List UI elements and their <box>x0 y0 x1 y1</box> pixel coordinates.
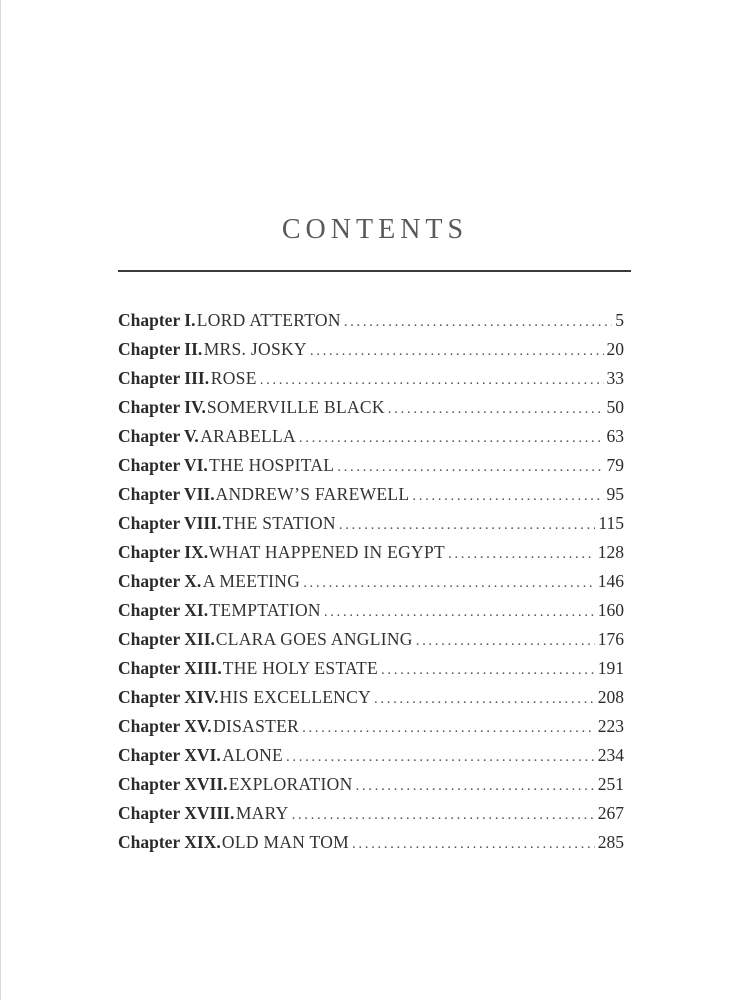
dot-leader <box>448 546 595 563</box>
dot-leader <box>324 604 595 621</box>
chapter-title: THE STATION <box>222 513 336 533</box>
chapter-number: Chapter X. <box>118 571 202 591</box>
toc-entry[interactable] <box>118 339 624 368</box>
dot-leader <box>337 459 603 476</box>
chapter-title: ALONE <box>222 745 284 765</box>
toc-entry[interactable] <box>118 542 624 571</box>
chapter-title: ARABELLA <box>200 426 296 446</box>
toc-entry[interactable] <box>118 368 624 397</box>
dot-leader <box>416 633 595 650</box>
toc-entry[interactable] <box>118 600 624 629</box>
chapter-title: LORD ATTERTON <box>196 310 341 330</box>
toc-entry[interactable] <box>118 397 624 426</box>
dot-leader <box>303 575 595 592</box>
chapter-number: Chapter XIII. <box>118 658 222 678</box>
chapter-title: OLD MAN TOM <box>221 832 350 852</box>
toc-entry[interactable] <box>118 687 624 716</box>
dot-leader <box>352 836 595 853</box>
chapter-title: ANDREW’S FAREWELL <box>215 484 410 504</box>
chapter-number: Chapter XI. <box>118 600 209 620</box>
chapter-title: TEMPTATION <box>209 600 321 620</box>
table-of-contents <box>118 310 624 861</box>
dot-leader <box>344 314 612 331</box>
chapter-title: THE HOLY ESTATE <box>222 658 379 678</box>
page-number: 160 <box>597 600 624 620</box>
toc-entry[interactable] <box>118 310 624 339</box>
chapter-number: Chapter XVII. <box>118 774 228 794</box>
chapter-number: Chapter XII. <box>118 629 215 649</box>
chapter-number: Chapter I. <box>118 310 196 330</box>
dot-leader <box>292 807 595 824</box>
page-number: 128 <box>597 542 624 562</box>
page-number: 50 <box>606 397 624 417</box>
toc-entry[interactable] <box>118 832 624 861</box>
chapter-number: Chapter IX. <box>118 542 209 562</box>
chapter-number: Chapter XVI. <box>118 745 221 765</box>
toc-entry[interactable] <box>118 629 624 658</box>
chapter-title: ROSE <box>210 368 257 388</box>
dot-leader <box>286 749 595 766</box>
chapter-title: MRS. JOSKY <box>203 339 307 359</box>
chapter-title: A MEETING <box>202 571 301 591</box>
page-number: 146 <box>597 571 624 591</box>
chapter-title: CLARA GOES ANGLING <box>215 629 413 649</box>
toc-entry[interactable] <box>118 716 624 745</box>
dot-leader <box>339 517 596 534</box>
chapter-number: Chapter XIV. <box>118 687 219 707</box>
chapter-title: SOMERVILLE BLACK <box>206 397 385 417</box>
title-divider <box>118 270 631 272</box>
chapter-number: Chapter II. <box>118 339 203 359</box>
chapter-title: HIS EXCELLENCY <box>219 687 372 707</box>
chapter-number: Chapter VIII. <box>118 513 222 533</box>
chapter-title: WHAT HAPPENED IN EGYPT <box>208 542 446 562</box>
page-number: 95 <box>606 484 624 504</box>
page-number: 5 <box>615 310 624 330</box>
chapter-number: Chapter VII. <box>118 484 215 504</box>
toc-entry[interactable] <box>118 745 624 774</box>
dot-leader <box>356 778 595 795</box>
page-number: 191 <box>597 658 624 678</box>
dot-leader <box>302 720 595 737</box>
chapter-title: EXPLORATION <box>228 774 353 794</box>
chapter-number: Chapter V. <box>118 426 199 446</box>
page-edge <box>0 0 1 1000</box>
chapter-title: MARY <box>235 803 289 823</box>
dot-leader <box>260 372 604 389</box>
dot-leader <box>412 488 603 505</box>
chapter-title: THE HOSPITAL <box>209 455 335 475</box>
page-number: 267 <box>597 803 624 823</box>
page-title: CONTENTS <box>281 214 469 245</box>
page-number: 285 <box>597 832 624 852</box>
page-number: 33 <box>606 368 624 388</box>
chapter-title: DISASTER <box>213 716 300 736</box>
chapter-number: Chapter XVIII. <box>118 803 235 823</box>
dot-leader <box>299 430 604 447</box>
toc-entry[interactable] <box>118 484 624 513</box>
chapter-number: Chapter III. <box>118 368 210 388</box>
page-number: 20 <box>606 339 624 359</box>
page-number: 234 <box>597 745 624 765</box>
dot-leader <box>381 662 595 679</box>
chapter-number: Chapter XV. <box>118 716 212 736</box>
page-number: 176 <box>597 629 624 649</box>
dot-leader <box>310 343 604 360</box>
page-number: 79 <box>606 455 624 475</box>
toc-entry[interactable] <box>118 774 624 803</box>
page-number: 115 <box>598 513 624 533</box>
chapter-number: Chapter VI. <box>118 455 208 475</box>
dot-leader <box>374 691 595 708</box>
toc-entry[interactable] <box>118 513 624 542</box>
page-number: 208 <box>597 687 624 707</box>
dot-leader <box>388 401 604 418</box>
page-number: 251 <box>597 774 624 794</box>
page-number: 223 <box>597 716 624 736</box>
page-number: 63 <box>606 426 624 446</box>
chapter-number: Chapter IV. <box>118 397 206 417</box>
toc-entry[interactable] <box>118 455 624 484</box>
chapter-number: Chapter XIX. <box>118 832 221 852</box>
toc-entry[interactable] <box>118 658 624 687</box>
toc-entry[interactable] <box>118 571 624 600</box>
toc-entry[interactable] <box>118 426 624 455</box>
toc-entry[interactable] <box>118 803 624 832</box>
